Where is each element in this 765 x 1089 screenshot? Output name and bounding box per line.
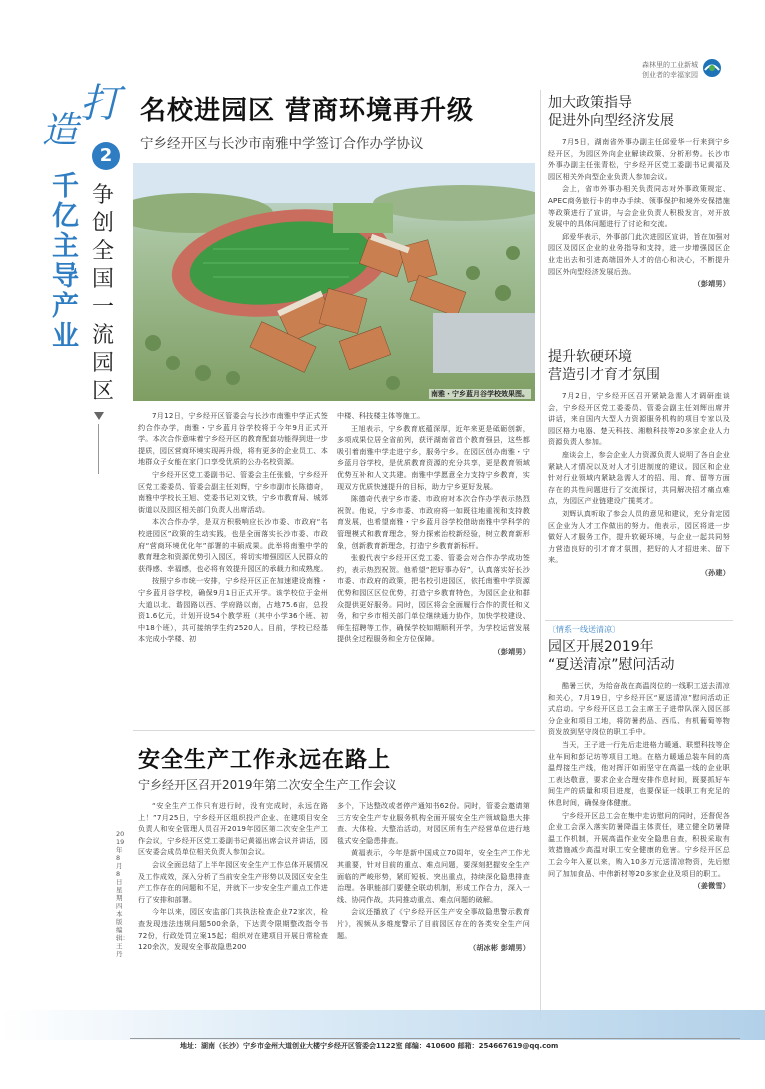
article1-col1-para: 本次合作办学，是双方积极响应长沙市委、市政府“名校进园区”政策的生动实践，也是全面落实长沙市委、市政府“营商环境优化年”部署的丰硕成果。此举将南雅中学的教育理念和资源优势引入园区，将切实增强园区人民群众的获得感、幸福感，也必将有效提升园区的承载力和成熟度。 [138, 517, 328, 573]
right3-para: 酷暑三伏，为给奋战在高温岗位的一线职工送去清凉和关心，7月19日，宁乡经开区“夏送清凉”慰问活动正式启动。宁乡经开区总工会主席王子进带队深入园区部分企业和项目工地，将防暑药品、西瓜、有机葡萄等物资发放到坚守岗位的职工手中。 [548, 681, 730, 737]
school-rendering-photo [133, 163, 535, 401]
right3-headline [548, 638, 730, 674]
right3-headline-line2: “夏送清凉”慰问活动 [548, 657, 675, 673]
right2-headline-line1: 提升软硬环境 [548, 349, 632, 365]
right2-body [548, 390, 730, 579]
right1-byline: （彭靖男） [693, 279, 730, 289]
article2-col1-para: “安全生产工作只有进行时，没有完成时，永远在路上！”7月25日，宁乡经开区组织投产企业、在建项目安全负责人和安全管理人员召开2019年园区第二次安全生产工作会议，宁乡经开区党工委副书记黄福出席会议并讲话，园区安委会成员单位相关负责人参加会议。 [138, 801, 328, 857]
article2-subheadline: 宁乡经开区召开2019年第二次安全生产工作会议 [138, 778, 397, 792]
article2-column-2 [337, 800, 530, 954]
right1-headline-line1: 加大政策指导 [548, 95, 632, 111]
photo-caption: 南雅・宁乡蓝月谷学校效果图。 [431, 390, 529, 398]
article1-col1-para: 按照宁乡市统一安排，宁乡经开区正在加速建设南雅・宁乡蓝月谷学校，确保9月1日正式开学。该学校位于金州大道以北、谐园路以西、学府路以南，占地75.6亩，总投资1.6亿元，计划开设54个教学班（其中小学36个班、初中18个班），共可接纳学生约2520人。目前，学校已经基本完成小学楼、初 [138, 576, 328, 644]
banner-badge: 2 [92, 142, 120, 170]
right3-headline-line1: 园区开展2019年 [548, 639, 654, 655]
footer-address: 地址：湖南（长沙）宁乡市金州大道创业大楼宁乡经开区管委会1122室 邮编：410600 邮箱：254667619@qq.com [180, 1042, 559, 1050]
right3-tag: 〔情系一线送清凉〕 [548, 625, 620, 634]
slogan-line1: 森林里的工业新城 [642, 61, 698, 69]
banner-char-zao: 造 [42, 110, 79, 151]
header-slogan [628, 60, 698, 80]
right2-para: 7月2日，宁乡经开区召开紧缺急需人才调研座谈会，宁乡经开区党工委委员、管委会副主任刘辉出席并讲话，来自国内大型人力资源服务机构的项目专家以及园区格力电器、楚天科技、湘粮科技等20多家企业人力资源负责人参加。 [548, 391, 730, 447]
right2-headline-line2: 营造引才育才氛围 [548, 367, 660, 383]
right1-body [548, 136, 730, 290]
section-divider [133, 730, 535, 731]
article2-col2-para: 黄福表示，今年是新中国成立70周年，安全生产工作尤其重要，针对目前的重点、难点问题，要深刻把握安全生产面临的严峻形势，紧盯短板、突出重点，持续深化隐患排查治理。各职能部门要健全联动机制，形成工作合力，深入一线、协同作战，共同推动重点、难点问题的破解。 [337, 848, 530, 904]
article1-column-1 [138, 410, 328, 646]
article1-col1-para: 7月12日，宁乡经开区管委会与长沙市南雅中学正式签约合作办学，南雅・宁乡蓝月谷学校将于今年9月正式开学。本次合作意味着宁乡经开区的教育配套功能得到进一步提质，园区营商环境实现再升级，将有更多的企业员工、本地群众子女能在家门口享受优质的公办名校资源。 [138, 411, 328, 467]
article1-col1-para: 宁乡经开区党工委副书记、管委会主任张毅，宁乡经开区党工委委员、管委会副主任刘辉，宁乡市副市长陈德奇，南雅中学校长王旭、党委书记刘文铁，宁乡市教育局、城郊街道以及园区相关部门负责人出席活动。 [138, 469, 328, 514]
article1-byline: （彭靖男） [493, 646, 530, 656]
right1-headline-line2: 促进外向型经济发展 [548, 113, 674, 129]
banner [40, 72, 135, 472]
right-divider [545, 620, 733, 621]
right1-para: 邱爱华表示，外事部门此次进园区宣讲，旨在加强对园区及园区企业的业务指导和支持，进一步增强园区企业走出去和引进高端国外人才的信心和决心，不断提升园区外向型经济发展后劲。 [548, 231, 730, 276]
article1-subheadline: 宁乡经开区与长沙市南雅中学签订合作办学协议 [140, 136, 424, 152]
article2-col1-para: 会议全面总结了上半年园区安全生产工作总体开展情况及工作成效，深入分析了当前安全生产形势以及园区安全生产工作存在的问题和不足，并就下一步安全生产重点工作进行了安排和部署。 [138, 859, 328, 904]
right1-headline [548, 94, 728, 130]
right3-para: 宁乡经开区总工会在集中走访慰问的同时，还督促各企业工会深入落实防暑降温主体责任，建立健全防暑降温工作机制，开展高温作业安全隐患自查，积极采取有效措施减少高温对职工安全健康的危害。宁乡经开区总工会今年入夏以来，购入10多万元送清凉物资，先后慰问了加加食品、中伟新材等20多家企业及项目的职工。 [548, 810, 730, 878]
right3-body [548, 680, 730, 892]
park-logo-icon [702, 58, 722, 78]
right2-para: 刘辉认真听取了参会人员的意见和建议，充分肯定园区企业为人才工作做出的努力。他表示，园区将进一步做好人才服务工作，提升软硬环境，与企业一起共同努力营造良好的引才育才氛围，把好的人才招进来、留下来。 [548, 508, 730, 565]
article1-col2-para: 陈德奇代表宁乡市委、市政府对本次合作办学表示热烈祝贺。他说，宁乡市委、市政府将一如既往地重视和支持教育发展，也希望南雅・宁乡蓝月谷学校借助南雅中学科学的管理模式和教育理念，努力探索治校新经验，树立教育新形象，创新教育新理念，打造宁乡教育新标杆。 [337, 494, 530, 550]
article1-col2-para: 王旭表示，宁乡教育底蕴深厚，近年来更是砥砺创新，多项成果位居全省前列，获评湖南省首个教育强县，这些都吸引着南雅中学走进宁乡，服务宁乡。在园区创办南雅・宁乡蓝月谷学校，是优质教育资源的充分共享，更是教育领域优势互补和人文共建。南雅中学愿意全力支持宁乡教育，实现双方优质快速提升的目标，助力宁乡更好发展。 [337, 423, 530, 491]
banner-vertical-subtitle: 争创全国一流园区 [92, 183, 115, 404]
article1-col2-para: 张毅代表宁乡经开区党工委、管委会对合作办学成功签约，表示热烈祝贺。他希望“把好事办好”，认真落实好长沙市委、市政府的政策，把名校引进园区，依托南雅中学资源优势和园区区位优势，打造宁乡教育特色，为园区企业和群众提供更好服务。同时，园区将会全面履行合作的责任和义务，和宁乡市相关部门单位继续通力协作，加快学校建设、师生招聘等工作，确保学校如期顺利开学，为学校运营发展提供全过程服务和全方位保障。 [337, 553, 530, 644]
article1-col2-para: 中楼、科技楼主体等施工。 [337, 411, 425, 420]
right2-byline: （孙建） [700, 567, 730, 577]
banner-title: 千亿主导产业 [52, 171, 79, 352]
right2-headline [548, 348, 728, 384]
right3-byline: （姜微雪） [693, 881, 730, 891]
banner-rule [98, 424, 99, 474]
article2-column-1 [138, 800, 328, 954]
article1-headline: 名校进园区 营商环境再升级 [140, 96, 475, 126]
right2-para: 座谈会上，参会企业人力资源负责人说明了各自企业紧缺人才情况以及对人才引进制度的建议。园区和企业针对行业领域内紧缺急需人才的招、用、育、留等方面存在的共性问题进行了交流探讨，共同解决招才痛点难点，为园区产业链建设广揽英才。 [548, 449, 730, 506]
article2-headline: 安全生产工作永远在路上 [138, 748, 392, 773]
side-vertical-info: 2019年8月8日 星期四 本版编辑：王丹 [116, 830, 129, 958]
footer-rule [130, 1038, 740, 1039]
banner-char-da: 打 [80, 81, 120, 127]
article1-column-2 [337, 410, 530, 657]
triangle-marker-icon [94, 412, 104, 420]
column-divider [540, 90, 541, 1020]
bottom-band [0, 1010, 765, 1040]
right3-para: 当天，王子进一行先后走进格力暖通、联塑科技等企业车间和彭记坊等项目工地。在格力暖通总装车间的高温焊接生产线，他对挥汗如雨坚守在高温一线的企业职工表达敬意，要求企业合理安排作息时间，既要抓好车间生产的质量和项目进度，也要保证一线职工有充足的休息时间，确保身体健康。 [548, 739, 730, 807]
right1-para: 会上，省市外事办相关负责同志对外事政策规定、APEC商务旅行卡的申办手续、领事保护和境外安保措施等政策进行了宣讲，与会企业负责人积极发言，对开放发展中的具体问题进行了讨论和交流。 [548, 184, 730, 229]
article2-col2-para: 会议还播放了《宁乡经开区生产安全事故隐患警示教育片》，视频从多维度警示了目前园区存在的各类安全生产问题。 [337, 907, 530, 940]
slogan-line2: 创业者的幸福家园 [642, 71, 698, 79]
right1-para: 7月5日，湖南省外事办副主任邱爱华一行来到宁乡经开区，为园区外向企业解读政策、分析形势。长沙市外事办副主任张青松，宁乡经开区党工委副书记黄福及园区相关外向型企业负责人参加会议。 [548, 137, 730, 181]
article2-byline: （胡冰彬 彭靖男） [468, 943, 530, 953]
article2-col2-para: 多个，下达整改或者停产通知书62份。同时，管委会邀请第三方安全生产专业服务机构全面开展安全生产领域隐患大排查、大体检、大整治活动，对园区所有生产经营单位进行地毯式安全隐患排查。 [337, 801, 530, 845]
article2-col1-para: 今年以来，园区安监部门共执法检查企业72家次，检查发现违法违规问题500余条，下达责令限期整改指令书72份，行政处罚立案15起；组织对在建项目开展日常检查120余次，发现安全事故隐患200 [138, 907, 328, 952]
